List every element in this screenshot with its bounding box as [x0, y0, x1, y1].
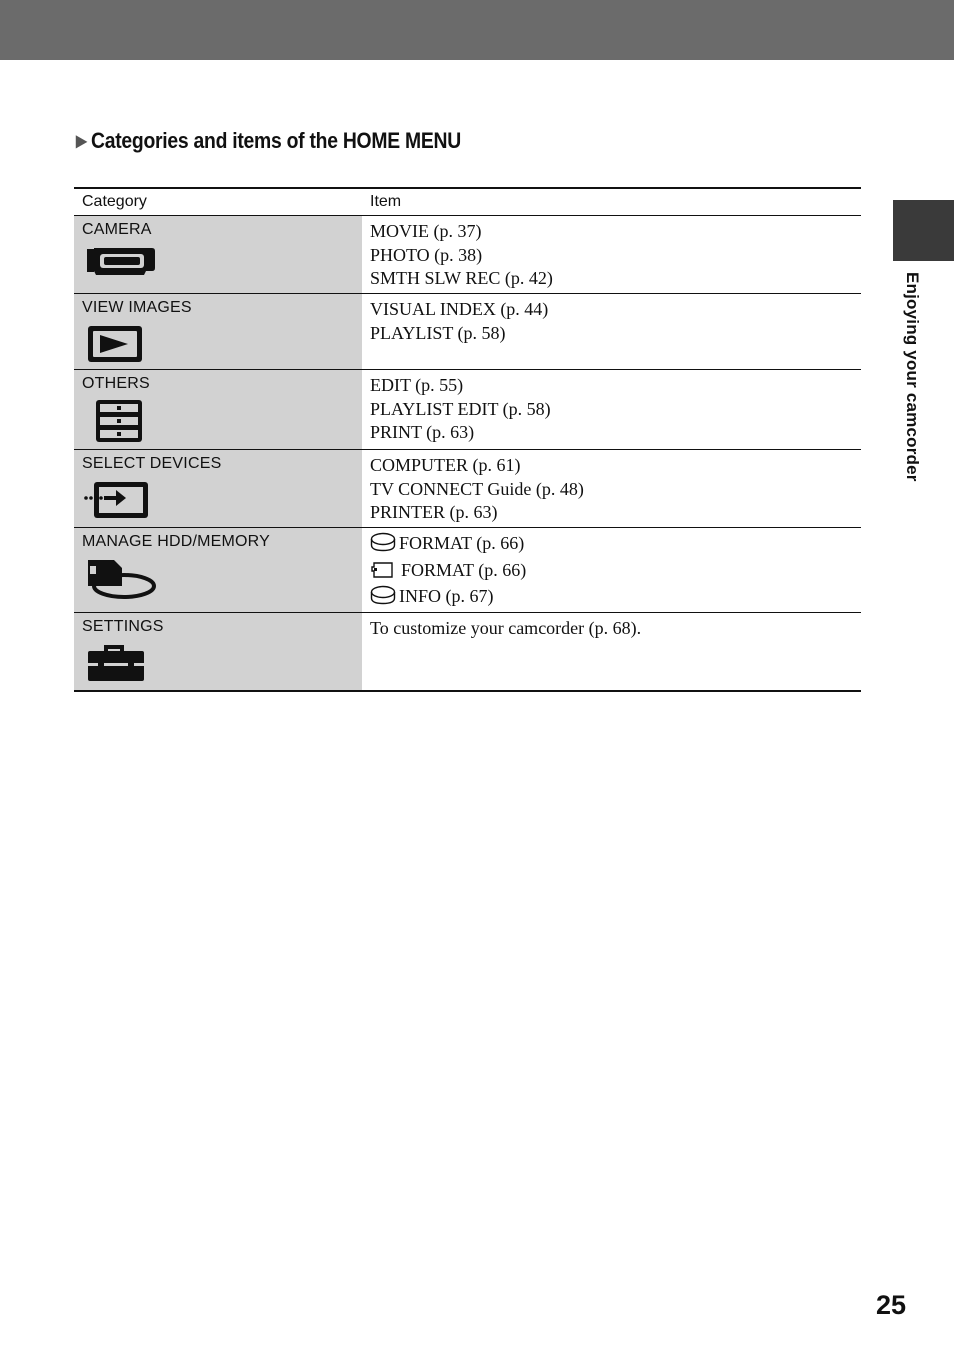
items-cell [362, 216, 861, 294]
menu-item[interactable]: PRINT (p. 63) [370, 422, 475, 442]
menu-item[interactable]: SMTH SLW REC (p. 42) [370, 268, 553, 288]
menu-item[interactable]: PLAYLIST (p. 58) [370, 322, 506, 343]
category-cell [74, 294, 362, 370]
items-cell [362, 370, 861, 450]
view-images-icon [82, 322, 354, 369]
category-label: SETTINGS [82, 617, 164, 635]
menu-item[interactable] [370, 585, 853, 612]
items-cell [362, 450, 861, 528]
memory-card-icon [370, 561, 394, 586]
menu-item[interactable]: PRINTER (p. 63) [370, 502, 498, 522]
category-label: OTHERS [82, 375, 150, 392]
menu-item[interactable]: MOVIE (p. 37) [370, 221, 482, 241]
menu-item[interactable]: COMPUTER (p. 61) [370, 455, 521, 475]
category-label: SELECT DEVICES [82, 455, 222, 472]
table-row [74, 216, 861, 294]
menu-item[interactable]: To customize your camcorder (p. 68). [370, 617, 642, 638]
header-category: Category [74, 188, 362, 216]
chapter-tab-label: Enjoying your camcorder [903, 272, 922, 482]
table-header-row [74, 188, 861, 216]
menu-item-label: FORMAT (p. 66) [401, 559, 527, 580]
menu-item[interactable] [370, 559, 853, 586]
category-label: VIEW IMAGES [82, 299, 192, 316]
triangle-bullet-icon: ▶ [76, 133, 87, 150]
page-number: 25 [876, 1290, 907, 1320]
menu-item-label: INFO (p. 67) [399, 586, 494, 606]
table-row [74, 612, 861, 691]
category-label: CAMERA [82, 221, 152, 238]
hdd-icon [370, 532, 396, 559]
hdd-icon [370, 585, 396, 612]
menu-item[interactable]: VISUAL INDEX (p. 44) [370, 299, 549, 319]
category-cell [74, 528, 362, 613]
select-devices-icon [82, 478, 354, 525]
menu-item[interactable]: EDIT (p. 55) [370, 375, 464, 395]
category-label: MANAGE HDD/MEMORY [82, 533, 271, 550]
header-item: Item [362, 188, 861, 216]
category-cell [74, 216, 362, 294]
items-cell [362, 612, 861, 691]
items-cell [362, 528, 861, 613]
home-menu-table [74, 187, 861, 692]
menu-item[interactable]: PLAYLIST EDIT (p. 58) [370, 398, 551, 419]
table-row [74, 450, 861, 528]
items-cell [362, 294, 861, 370]
chapter-tab [893, 200, 954, 261]
others-icon [82, 398, 354, 449]
camera-icon [82, 244, 354, 289]
table-row [74, 370, 861, 450]
table-row [74, 294, 861, 370]
manage-hdd-memory-icon [82, 556, 354, 605]
category-cell [74, 450, 362, 528]
toolbox-icon [82, 641, 354, 690]
category-cell [74, 370, 362, 450]
section-title [76, 128, 461, 154]
table-row [74, 528, 861, 613]
section-title-text: Categories and items of the HOME MENU [90, 128, 461, 153]
menu-item-label: FORMAT (p. 66) [399, 533, 525, 553]
header-band [0, 0, 954, 60]
category-cell [74, 612, 362, 691]
menu-item[interactable]: PHOTO (p. 38) [370, 244, 483, 265]
menu-item[interactable]: TV CONNECT Guide (p. 48) [370, 478, 584, 499]
menu-item[interactable] [370, 532, 853, 559]
